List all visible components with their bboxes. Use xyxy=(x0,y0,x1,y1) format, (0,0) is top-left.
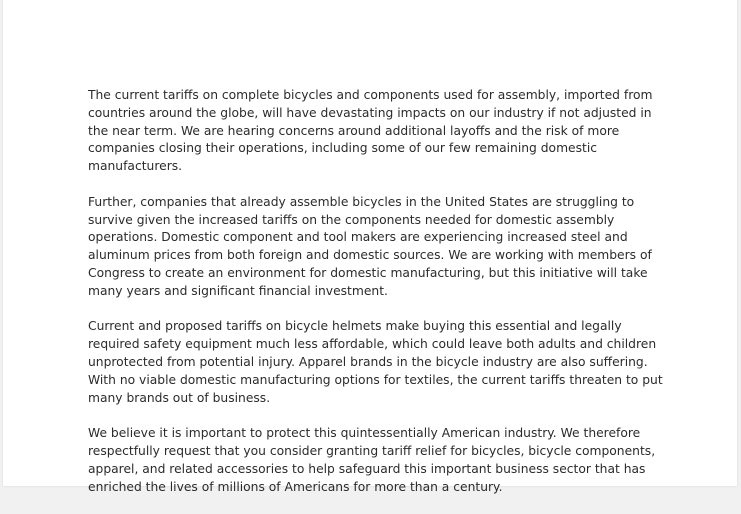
letter-body xyxy=(88,87,666,514)
paragraph-2: Further, companies that already assemble bicycles in the United States are struggling to survive given the increased tariffs on the components needed for domestic assembly operations. Domestic component and tool makers are experiencing increased steel and aluminum prices from both foreign and domestic sources. We are working with members of Congress to create an environment for domestic manufacturing, but this initiative will take many years and significant financial investment. xyxy=(88,194,652,298)
paragraph-3: Current and proposed tariffs on bicycle helmets make buying this essential and legally required safety equipment much less affordable, which could leave both adults and children unprotected from potential injury. Apparel brands in the bicycle industry are also suffering. With no viable domestic manufacturing options for textiles, the current tariffs threaten to put many brands out of business. xyxy=(88,319,663,405)
paragraph-1: The current tariffs on complete bicycles and components used for assembly, imported from countries around the globe, will have devastating impacts on our industry if not adjusted in the near term. We are hearing concerns around additional layoffs and the risk of more companies closing their operations, including some of our few remaining domestic manufacturers. xyxy=(88,88,653,174)
document-page xyxy=(3,0,737,494)
paragraph-4: We believe it is important to protect this quintessentially American industry. We therefore respectfully request that you consider granting tariff relief for bicycles, bicycle components, apparel, and related accessories to help safeguard this important business sector that has enriched the lives of millions of Americans for more than a century. xyxy=(88,426,656,494)
